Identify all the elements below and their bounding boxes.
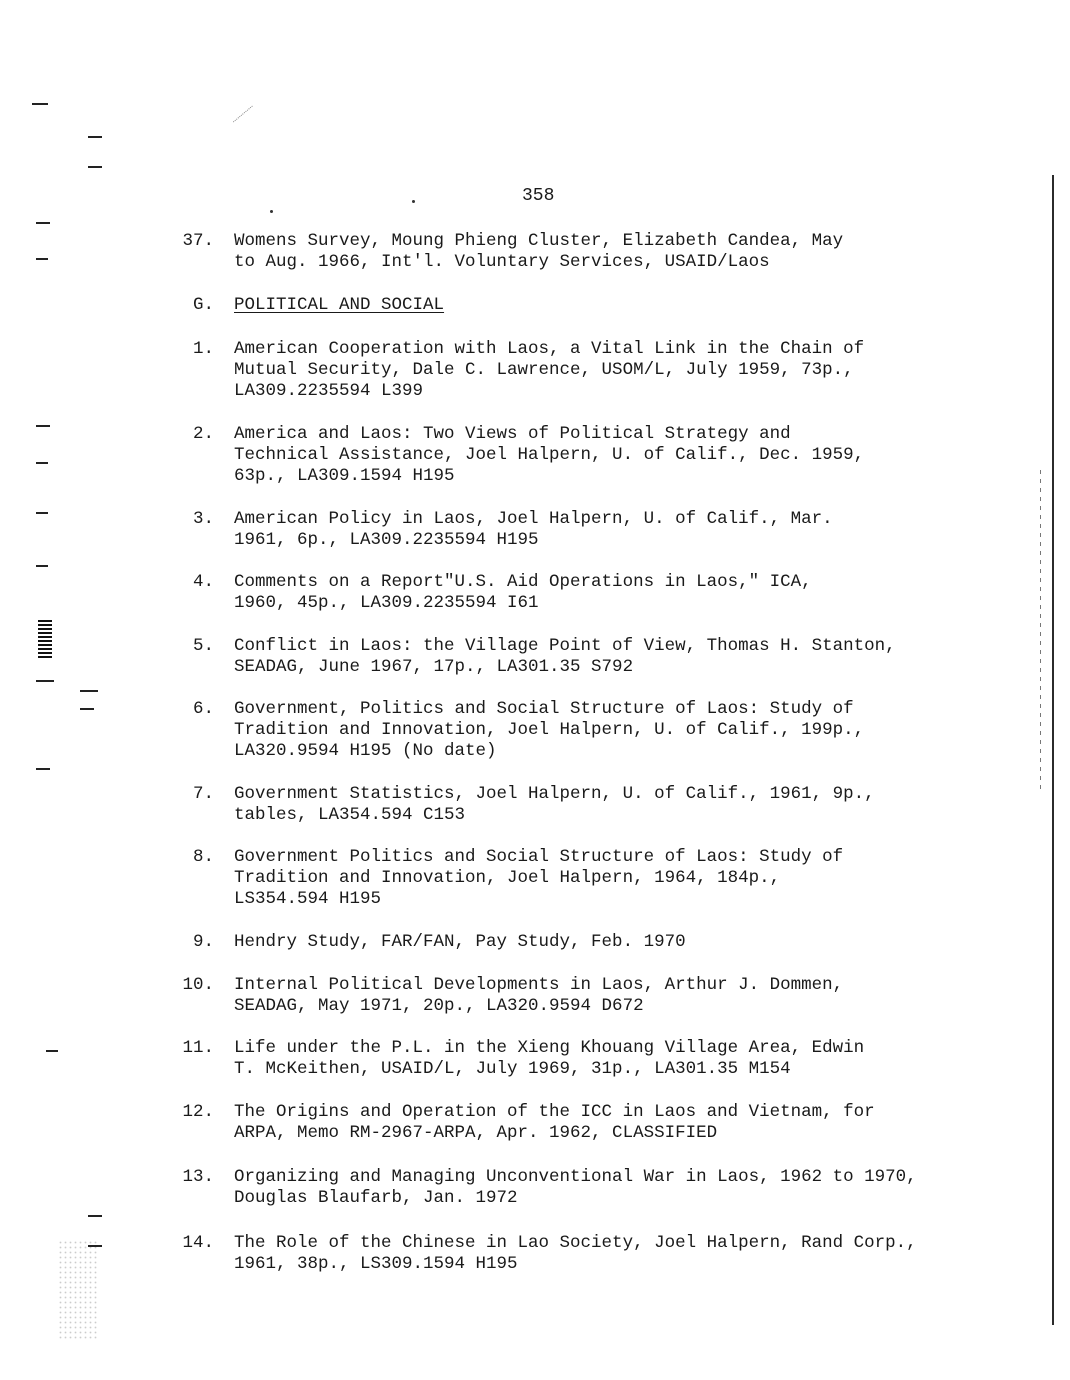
section-title: POLITICAL AND SOCIAL (234, 295, 445, 315)
item-number: 5. (192, 636, 214, 656)
item-text: Conflict in Laos: the Village Point of View, Thomas H. Stanton, SEADAG, June 1967, 17p., LA301.35 S792 (234, 636, 896, 677)
margin-tick (36, 680, 54, 682)
item-number: 6. (192, 699, 214, 719)
margin-tick (36, 768, 50, 770)
item-number: 11. (182, 1038, 214, 1058)
item-number: 7. (192, 784, 214, 804)
scan-dot (270, 210, 273, 213)
margin-tick (36, 512, 48, 514)
margin-tick (36, 462, 48, 464)
item-number: 9. (192, 932, 214, 952)
item-number: 14. (182, 1233, 214, 1253)
item-text: Government, Politics and Social Structure of Laos: Study of Tradition and Innovation, Joel Halpern, U. of Calif., 199p., LA320.9594 H195 (No date) (234, 699, 865, 761)
list-item (170, 847, 950, 910)
margin-tick (88, 136, 102, 138)
page-edge-dashes (1040, 470, 1041, 790)
item-text: American Cooperation with Laos, a Vital Link in the Chain of Mutual Security, Dale C. Lawrence, USOM/L, July 1959, 73p., LA309.2235594 L399 (234, 339, 865, 401)
list-item (170, 1167, 950, 1209)
margin-tick (88, 166, 102, 168)
scan-dot (412, 200, 415, 203)
list-item (170, 572, 950, 614)
item-number: 12. (182, 1102, 214, 1122)
item-text: Womens Survey, Moung Phieng Cluster, Elizabeth Candea, May to Aug. 1966, Int'l. Voluntary Services, USAID/Laos (234, 231, 844, 272)
list-item (170, 932, 950, 953)
margin-barcode (38, 620, 52, 660)
margin-tick (36, 222, 50, 224)
item-text: Comments on a Report"U.S. Aid Operations in Laos," ICA, 1960, 45p., LA309.2235594 I61 (234, 572, 812, 613)
item-text: American Policy in Laos, Joel Halpern, U. of Calif., Mar. 1961, 6p., LA309.2235594 H195 (234, 509, 833, 550)
list-item (170, 636, 950, 678)
item-text: Government Politics and Social Structure of Laos: Study of Tradition and Innovation, Joel Halpern, 1964, 184p., LS354.594 H195 (234, 847, 844, 909)
margin-tick (36, 425, 50, 427)
page-edge-rule (1052, 175, 1054, 1325)
item-number: 4. (192, 572, 214, 592)
item-text: The Origins and Operation of the ICC in Laos and Vietnam, for ARPA, Memo RM-2967-ARPA, Apr. 1962, CLASSIFIED (234, 1102, 875, 1143)
list-item (170, 784, 950, 826)
item-number: 2. (192, 424, 214, 444)
margin-tick (32, 103, 48, 105)
margin-tick (36, 565, 48, 567)
list-item (170, 1038, 950, 1080)
item-text: Government Statistics, Joel Halpern, U. of Calif., 1961, 9p., tables, LA354.594 C153 (234, 784, 875, 825)
section-heading (170, 295, 950, 316)
item-number: 37. (182, 231, 214, 251)
margin-tick (80, 708, 94, 710)
list-item (170, 509, 950, 551)
page-number: 358 (522, 186, 555, 206)
item-text: Internal Political Developments in Laos, Arthur J. Dommen, SEADAG, May 1971, 20p., LA320.9594 D672 (234, 975, 844, 1016)
item-text: The Role of the Chinese in Lao Society, Joel Halpern, Rand Corp., 1961, 38p., LS309.1594 H195 (234, 1233, 917, 1274)
item-text: Hendry Study, FAR/FAN, Pay Study, Feb. 1970 (234, 932, 686, 952)
scan-mark (233, 106, 272, 146)
section-letter: G. (192, 295, 214, 315)
list-item (170, 1102, 950, 1144)
list-item (170, 339, 950, 402)
item-number: 3. (192, 509, 214, 529)
item-text: Life under the P.L. in the Xieng Khouang Village Area, Edwin T. McKeithen, USAID/L, July 1969, 31p., LA301.35 M154 (234, 1038, 865, 1079)
list-item (170, 975, 950, 1017)
list-item (170, 424, 950, 487)
item-text: Organizing and Managing Unconventional War in Laos, 1962 to 1970, Douglas Blaufarb, Jan. 1972 (234, 1167, 917, 1208)
margin-tick (88, 1215, 102, 1217)
list-item (170, 1233, 950, 1275)
item-text: America and Laos: Two Views of Political Strategy and Technical Assistance, Joel Halpern, U. of Calif., Dec. 1959, 63p., LA309.1594 H195 (234, 424, 865, 486)
list-item (170, 699, 950, 762)
item-number: 10. (182, 975, 214, 995)
margin-tick (46, 1050, 58, 1052)
scan-speckle (58, 1240, 98, 1340)
margin-tick (36, 258, 48, 260)
margin-tick (88, 1245, 102, 1247)
item-number: 1. (192, 339, 214, 359)
item-number: 13. (182, 1167, 214, 1187)
item-number: 8. (192, 847, 214, 867)
list-item (170, 231, 950, 273)
margin-tick (80, 690, 98, 692)
